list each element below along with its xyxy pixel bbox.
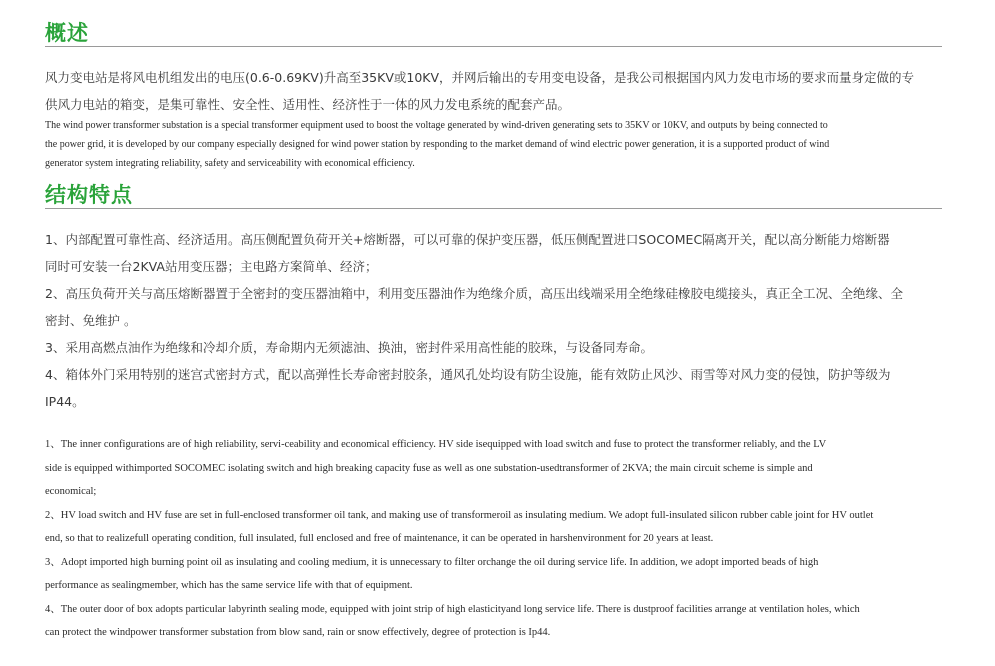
feature-line: 1、内部配置可靠性高、经济适用。高压侧配置负荷开关+熔断器，可以可靠的保护变压器，低压侧配置进口SOCOMEC隔离开关，配以高分断能力熔断器 bbox=[45, 232, 890, 247]
feature-line: 3、采用高燃点油作为绝缘和冷却介质，寿命期内无须滤油、换油，密封件采用高性能的胶珠，与设备同寿命。 bbox=[45, 340, 653, 355]
overview-chinese-paragraph bbox=[45, 64, 942, 118]
feature-line: economical; bbox=[45, 486, 97, 497]
feature-line: 4、箱体外门采用特别的迷宫式密封方式，配以高弹性长寿命密封胶条，通风孔处均设有防尘设施，能有效防止风沙、雨雪等对风力变的侵蚀，防护等级为 bbox=[45, 367, 891, 382]
feature-line: 3、Adopt imported high burning point oil as insulating and cooling medium, it is unnecessary to filter orchange the oil during service life. In addition, we adopt imported beads of high bbox=[45, 556, 819, 568]
features-divider bbox=[45, 208, 942, 209]
feature-line: 1、The inner configurations are of high reliability, servi-ceability and economical efficiency. HV side isequipped with load switch and fuse to protect the transformer reliably, and the LV bbox=[45, 439, 827, 450]
feature-line: performance as sealingmember, which has the same service life with that of equipment. bbox=[45, 580, 413, 591]
paragraph-line: generator system integrating reliability, safety and serviceability with economical efficiency. bbox=[45, 158, 415, 169]
features-chinese-list bbox=[45, 226, 942, 415]
overview-divider bbox=[45, 46, 942, 47]
overview-english-paragraph bbox=[45, 116, 942, 173]
feature-line: end, so that to realizefull operating condition, full insulated, full enclosed and free of maintenance, it can be operated in harshenvironment for 20 years at least. bbox=[45, 533, 714, 544]
paragraph-line: 风力变电站是将风电机组发出的电压(0.6-0.69KV)升高至35KV或10KV，并网后输出的专用变电设备，是我公司根据国内风力发电市场的要求而量身定做的专 bbox=[45, 70, 915, 85]
paragraph-line: The wind power transformer substation is a special transformer equipment used to boost the voltage generated by wind-driven generating sets to 35KV or 10KV, and outputs by being connected to bbox=[45, 120, 828, 131]
features-english-list bbox=[45, 433, 942, 645]
feature-line: 4、The outer door of box adopts particular labyrinth sealing mode, equipped with joint strip of high elasticityand long service life. There is dustproof facilities arrange at ventilation holes, which bbox=[45, 603, 860, 615]
feature-line: 同时可安装一台2KVA站用变压器；主电路方案简单、经济； bbox=[45, 259, 378, 274]
feature-line: IP44。 bbox=[45, 394, 85, 409]
features-title: 结构特点 bbox=[45, 183, 133, 207]
feature-line: 2、高压负荷开关与高压熔断器置于全密封的变压器油箱中，利用变压器油作为绝缘介质，高压出线端采用全绝缘硅橡胶电缆接头，真正全工况、全绝缘、全 bbox=[45, 286, 903, 301]
feature-line: 密封、免维护 。 bbox=[45, 313, 137, 328]
paragraph-line: the power grid, it is developed by our company especially designed for wind power station by responding to the market demand of wind electric power generation, it is a supported product of wind bbox=[45, 139, 830, 150]
feature-line: 2、HV load switch and HV fuse are set in full-enclosed transformer oil tank, and making use of transformeroil as insulating medium. We adopt full-insulated silicon rubber cable joint for HV outlet bbox=[45, 509, 874, 521]
paragraph-line: 供风力电站的箱变，是集可靠性、安全性、适用性、经济性于一体的风力发电系统的配套产品。 bbox=[45, 97, 571, 112]
feature-line: can protect the windpower transformer substation from blow sand, rain or snow effectively, degree of protection is Ip44. bbox=[45, 627, 551, 638]
overview-title: 概述 bbox=[45, 21, 89, 45]
feature-line: side is equipped withimported SOCOMEC isolating switch and high breaking capacity fuse as well as one substation-usedtransformer of 2KVA; the main circuit scheme is simple and bbox=[45, 462, 813, 474]
